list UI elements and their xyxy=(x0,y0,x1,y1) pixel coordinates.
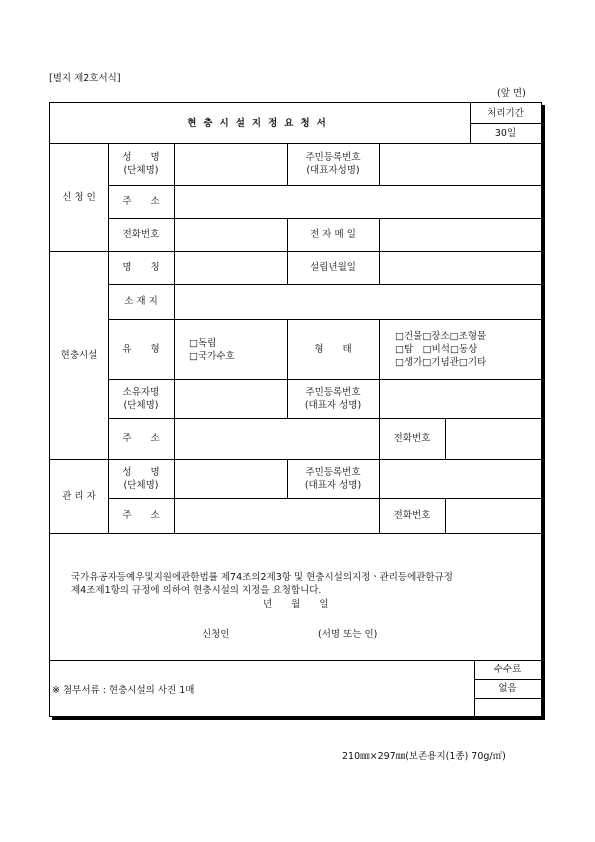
manager-address-field[interactable] xyxy=(175,499,378,532)
owner-id-label: 주민등록번호 (대표자 성명) xyxy=(304,386,362,411)
statement-line-1: 국가유공자등예우및지원에관한법률 제74조의2제3항 및 현충시설의지정ㆍ관리등에관한규정 xyxy=(71,572,453,583)
facility-founded-field[interactable] xyxy=(380,252,540,283)
signature-note: (서명 또는 인) xyxy=(318,629,378,640)
statement-line-2: 제4조제1항의 규정에 의하여 현충시설의 지정을 요청합니다. xyxy=(71,585,322,596)
applicant-section-label: 신 청 인 xyxy=(62,191,96,203)
facility-phone-label: 전화번호 xyxy=(393,433,431,444)
manager-phone-label: 전화번호 xyxy=(393,510,431,521)
owner-name-field[interactable] xyxy=(175,380,286,417)
facility-location-label: 소 재 지 xyxy=(124,296,158,307)
paper-spec: 210㎜×297㎜(보존용지(1종) 70g/㎡) xyxy=(342,751,506,762)
facility-address-label: 주 소 xyxy=(122,433,160,444)
facility-location-field[interactable] xyxy=(175,285,540,318)
request-form xyxy=(49,102,542,717)
owner-id-field[interactable] xyxy=(380,380,540,417)
type-option-independence[interactable]: □독립 xyxy=(189,338,217,349)
processing-period-label: 처리기간 xyxy=(487,107,524,119)
manager-name-field[interactable] xyxy=(175,460,286,497)
facility-founded-label: 설립년월일 xyxy=(310,262,356,273)
applicant-id-label: 주민등록번호 (대표자성명) xyxy=(305,152,361,176)
facility-form-label: 형 태 xyxy=(314,343,352,355)
manager-phone-field[interactable] xyxy=(446,499,540,532)
manager-address-label: 주 소 xyxy=(122,510,160,521)
applicant-email-field[interactable] xyxy=(380,219,540,250)
form-code: [별지 제2호서식] xyxy=(49,73,121,84)
manager-section-label: 관 리 자 xyxy=(62,490,96,502)
signer-label: 신청인 xyxy=(202,629,230,640)
facility-address-field[interactable] xyxy=(175,419,378,458)
facility-type-label: 유 형 xyxy=(122,343,160,355)
applicant-phone-label: 전화번호 xyxy=(122,229,160,240)
request-date: 년 월 일 xyxy=(263,599,329,610)
applicant-name-label: 성 명 (단체명) xyxy=(122,152,160,176)
signer-name-field[interactable] xyxy=(240,625,320,642)
page-side-label: (앞 면) xyxy=(497,88,526,99)
applicant-phone-field[interactable] xyxy=(175,219,286,250)
manager-id-field[interactable] xyxy=(380,460,540,497)
form-options-row-2[interactable]: □탑 □비석□동상 xyxy=(395,344,478,355)
fee-value: 없음 xyxy=(498,683,517,694)
processing-period-value: 30일 xyxy=(494,127,517,139)
facility-name-field[interactable] xyxy=(175,252,286,283)
form-options-row-3[interactable]: □생가□기념관□기타 xyxy=(395,357,487,368)
type-option-defense[interactable]: □국가수호 xyxy=(189,351,235,362)
manager-name-label: 성 명 (단체명) xyxy=(122,466,160,491)
applicant-address-label: 주 소 xyxy=(122,196,160,207)
fee-label: 수수료 xyxy=(493,664,522,675)
facility-type-options[interactable] xyxy=(189,337,235,363)
form-title: 현충시설지정요청서 xyxy=(187,117,333,129)
owner-name-label: 소유자명 (단체명) xyxy=(122,386,160,411)
applicant-email-label: 전 자 메 일 xyxy=(310,229,356,240)
facility-section-label: 현충시설 xyxy=(60,349,98,361)
facility-phone-field[interactable] xyxy=(446,419,540,458)
applicant-id-field[interactable] xyxy=(380,144,540,184)
form-options-row-1[interactable]: □건물□장소□조형물 xyxy=(395,331,487,342)
facility-form-options[interactable] xyxy=(395,330,486,369)
facility-name-label: 명 칭 xyxy=(122,262,160,273)
manager-id-label: 주민등록번호 (대표자 성명) xyxy=(304,466,362,491)
applicant-name-field[interactable] xyxy=(175,144,286,184)
attachments-note: ※ 첨부서류 : 현충시설의 사진 1매 xyxy=(52,685,195,696)
applicant-address-field[interactable] xyxy=(175,186,540,217)
